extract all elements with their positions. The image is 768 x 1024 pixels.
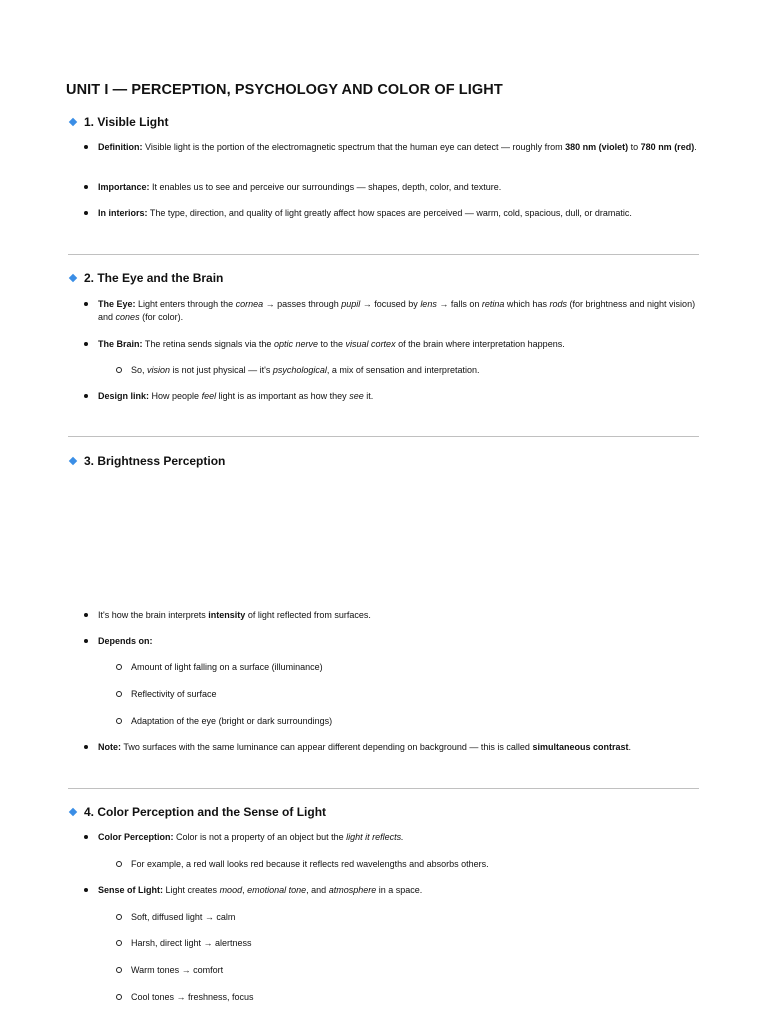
item-term: mood <box>219 885 243 895</box>
item-text: Two surfaces with the same luminance can appear different depending on background — this is called <box>123 742 530 752</box>
item-emphasis: 380 nm (violet) <box>565 142 629 152</box>
sub-item-warm-tones: Warm tones → comfort <box>131 964 703 977</box>
item-text: So, <box>131 365 145 375</box>
sub-item-reflectivity: Reflectivity of surface <box>131 688 703 701</box>
item-term: lens <box>420 299 437 309</box>
sub-item-cool-tones: Cool tones → freshness, focus <box>131 991 703 1004</box>
item-label: In interiors: <box>98 208 148 218</box>
item-term: cornea <box>235 299 264 309</box>
diamond-bullet-icon <box>69 457 77 465</box>
item-text: → falls on <box>439 299 480 309</box>
list-item-definition <box>98 141 703 154</box>
item-label: Importance: <box>98 182 150 192</box>
item-text: (for color). <box>142 312 184 322</box>
diamond-bullet-icon <box>69 808 77 816</box>
item-label: Note: <box>98 742 121 752</box>
item-text: of light reflected from surfaces. <box>247 610 371 620</box>
section-heading-text: 3. Brightness Perception <box>84 454 226 468</box>
section-divider <box>68 254 699 255</box>
item-text: it. <box>366 391 374 401</box>
item-term: atmosphere <box>328 885 377 895</box>
item-emphasis: intensity <box>208 610 246 620</box>
item-text: . <box>628 742 631 752</box>
sub-item-vision <box>131 364 703 377</box>
section-heading-text: 2. The Eye and the Brain <box>84 271 224 285</box>
list-item-sense-of-light <box>98 884 703 897</box>
item-text: , a mix of sensation and interpretation. <box>326 365 480 375</box>
item-term: visual cortex <box>345 339 396 349</box>
list-item-the-eye <box>98 298 703 324</box>
item-label: The Brain: <box>98 339 143 349</box>
item-text: → focused by <box>362 299 418 309</box>
item-emphasis: simultaneous contrast <box>532 742 629 752</box>
item-term: psychological <box>272 365 327 375</box>
item-term: pupil <box>341 299 361 309</box>
list-item-design-link <box>98 390 703 403</box>
item-text: (for brightness and night vision) and <box>98 299 696 322</box>
item-term: feel <box>201 391 217 401</box>
item-label: Definition: <box>98 142 143 152</box>
item-emphasis: 780 nm (red) <box>640 142 695 152</box>
item-label: Color Perception: <box>98 832 174 842</box>
item-text: → passes through <box>265 299 339 309</box>
list-item-depends-on <box>98 635 703 648</box>
section-heading-visible-light <box>70 115 168 129</box>
list-item-the-brain <box>98 338 703 351</box>
item-term: see <box>349 391 364 401</box>
item-text: Light creates <box>165 885 218 895</box>
item-text: light is as important as how they <box>218 391 347 401</box>
item-text: The retina sends signals via the <box>144 339 272 349</box>
item-text: , and <box>306 885 327 895</box>
section-heading-text: 4. Color Perception and the Sense of Light <box>84 805 327 819</box>
item-term: vision <box>147 365 171 375</box>
item-text: How people <box>151 391 200 401</box>
sub-item-soft-light: Soft, diffused light → calm <box>131 911 703 924</box>
item-text: The type, direction, and quality of light greatly affect how spaces are perceived — warm, cold, spacious, dull, or dramatic. <box>149 208 632 218</box>
item-label: Design link: <box>98 391 150 401</box>
item-text: Light enters through the <box>138 299 234 309</box>
item-label: The Eye: <box>98 299 136 309</box>
item-text: in a space. <box>378 885 423 895</box>
item-text: to <box>630 142 639 152</box>
item-text: to the <box>320 339 344 349</box>
item-term: cones <box>115 312 140 322</box>
section-heading-brightness <box>70 454 225 468</box>
section-divider <box>68 788 699 789</box>
sub-item-adaptation: Adaptation of the eye (bright or dark surroundings) <box>131 715 703 728</box>
sub-item-harsh-light: Harsh, direct light → alertness <box>131 937 703 950</box>
item-term: rods <box>549 299 567 309</box>
page-title: UNIT I — PERCEPTION, PSYCHOLOGY AND COLOR OF LIGHT <box>66 82 503 98</box>
item-text: Visible light is the portion of the electromagnetic spectrum that the human eye can detect — roughly from <box>145 142 563 152</box>
item-text: It's how the brain interprets <box>98 610 206 620</box>
item-text: . <box>694 142 697 152</box>
list-item-intensity <box>98 609 703 622</box>
item-text: Color is not a property of an object but the <box>176 832 344 842</box>
item-term: emotional tone <box>247 885 307 895</box>
item-text: is not just physical — it's <box>172 365 271 375</box>
section-heading-text: 1. Visible Light <box>84 115 169 129</box>
sub-item-illuminance: Amount of light falling on a surface (illuminance) <box>131 661 703 674</box>
list-item-note <box>98 741 703 754</box>
item-label: Sense of Light: <box>98 885 163 895</box>
list-item-importance <box>98 181 703 194</box>
diamond-bullet-icon <box>69 274 77 282</box>
section-divider <box>68 436 699 437</box>
item-term: light it reflects. <box>346 832 404 842</box>
diamond-bullet-icon <box>69 118 77 126</box>
section-heading-eye-brain <box>70 271 223 285</box>
section-heading-color-perception <box>70 805 326 819</box>
list-item-color-perception <box>98 831 703 844</box>
item-term: optic nerve <box>273 339 318 349</box>
item-term: retina <box>481 299 505 309</box>
sub-item-example: For example, a red wall looks red because it reflects red wavelengths and absorbs others. <box>131 858 703 871</box>
item-text: , <box>242 885 245 895</box>
item-label: Depends on: <box>98 636 153 646</box>
item-text: which has <box>506 299 547 309</box>
item-text: It enables us to see and perceive our surroundings — shapes, depth, color, and texture. <box>152 182 502 192</box>
item-text: of the brain where interpretation happens. <box>398 339 565 349</box>
list-item-in-interiors <box>98 207 703 220</box>
